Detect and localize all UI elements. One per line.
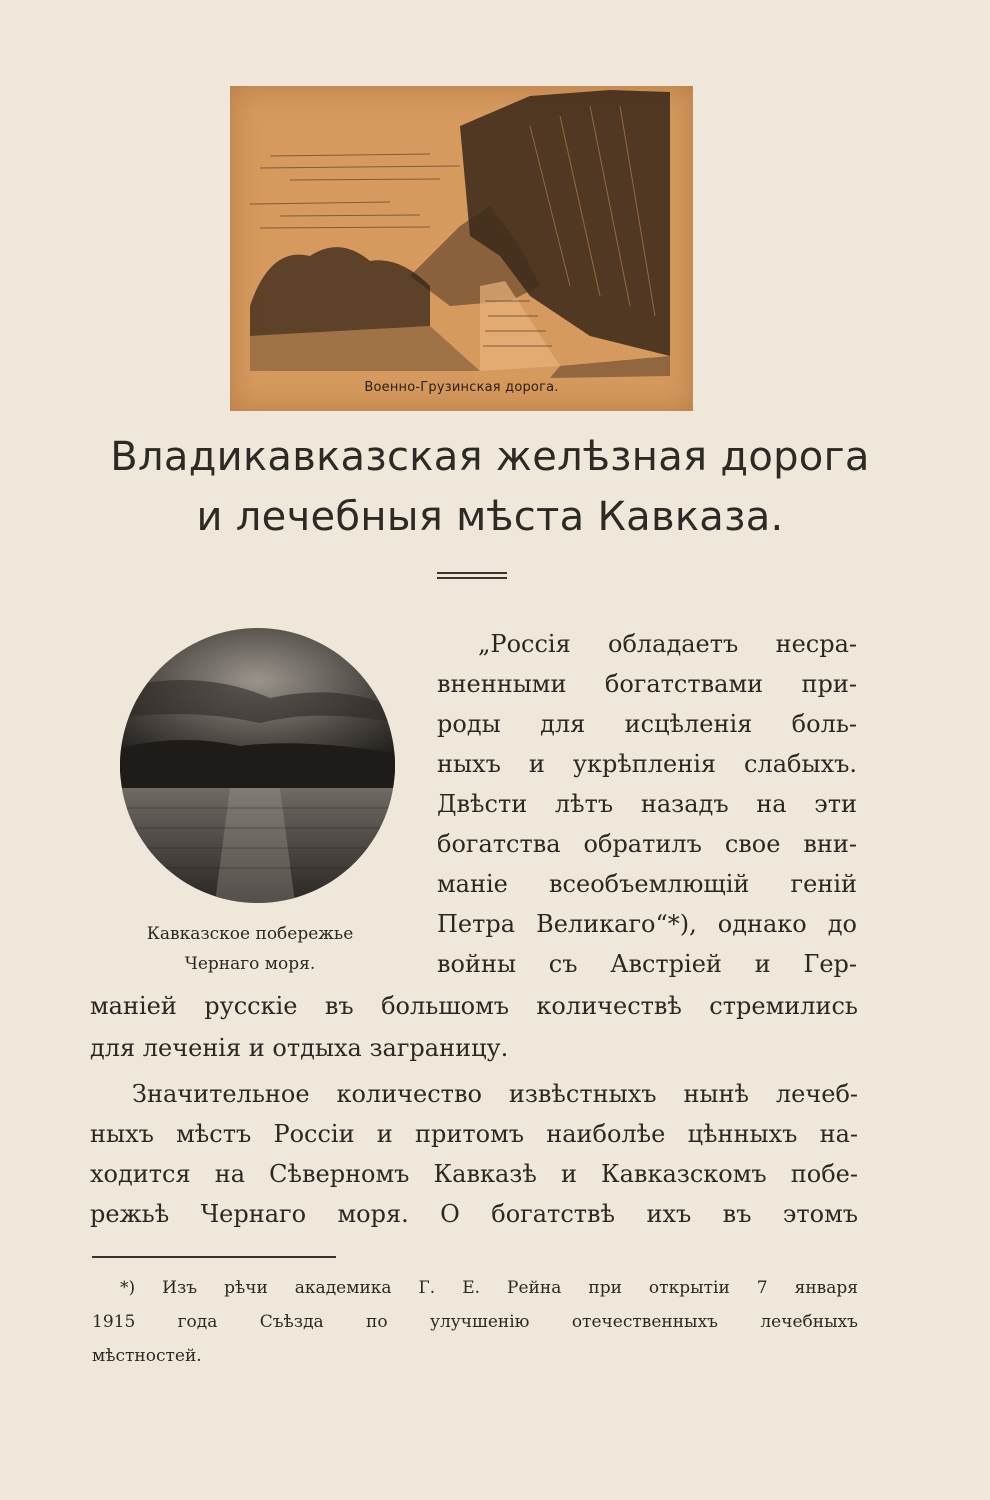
body-line: ныхъ и укрѣпленія слабыхъ. [437, 750, 857, 778]
page-title-line-2: и лечебныя мѣста Кавказа. [196, 494, 784, 540]
body-line: Значительное количество извѣстныхъ нынѣ лечеб- [132, 1080, 858, 1108]
body-line: ныхъ мѣстъ Россіи и притомъ наиболѣе цѣнныхъ на- [90, 1120, 858, 1148]
body-line: Петра Великаго“*), однако до [437, 910, 857, 938]
round-photo-caption-line-1: Кавказское побережье [146, 924, 354, 944]
footnote-rule [92, 1256, 336, 1258]
body-line: богатства обратилъ свое вни- [437, 830, 857, 858]
body-line: вненными богатствами при- [437, 670, 857, 698]
body-line: Двѣсти лѣтъ назадъ на эти [437, 790, 857, 818]
seascape-photo [120, 628, 395, 903]
body-line: войны съ Австріей и Гер- [437, 950, 857, 978]
body-line: для леченія и отдыха заграницу. [90, 1034, 509, 1062]
footnote-line: 1915 года Съѣзда по улучшенію отечественныхъ лечебныхъ [92, 1312, 858, 1332]
mountain-road-engraving [230, 86, 693, 411]
body-line: ходится на Сѣверномъ Кавказѣ и Кавказскомъ побе- [90, 1160, 858, 1188]
footnote-line: мѣстностей. [92, 1346, 202, 1366]
title-separator [437, 572, 507, 582]
round-photo-black-sea [120, 628, 395, 903]
body-line: режьѣ Чернаго моря. О богатствѣ ихъ въ этомъ [90, 1200, 858, 1228]
top-illustration-caption: Военно-Грузинская дорога. [364, 380, 559, 395]
body-line: „Россія обладаетъ несра- [478, 630, 857, 658]
page-title-line-1: Владикавказская желѣзная дорога [110, 434, 870, 480]
footnote-line: *) Изъ рѣчи академика Г. Е. Рейна при открытіи 7 января [120, 1278, 858, 1298]
round-photo-caption-line-2: Чернаго моря. [184, 954, 316, 974]
body-line: маніей русскіе въ большомъ количествѣ стремились [90, 992, 858, 1020]
body-line: маніе всеобъемлющій геній [437, 870, 857, 898]
body-line: роды для исцѣленія боль- [437, 710, 857, 738]
top-illustration [230, 86, 693, 411]
